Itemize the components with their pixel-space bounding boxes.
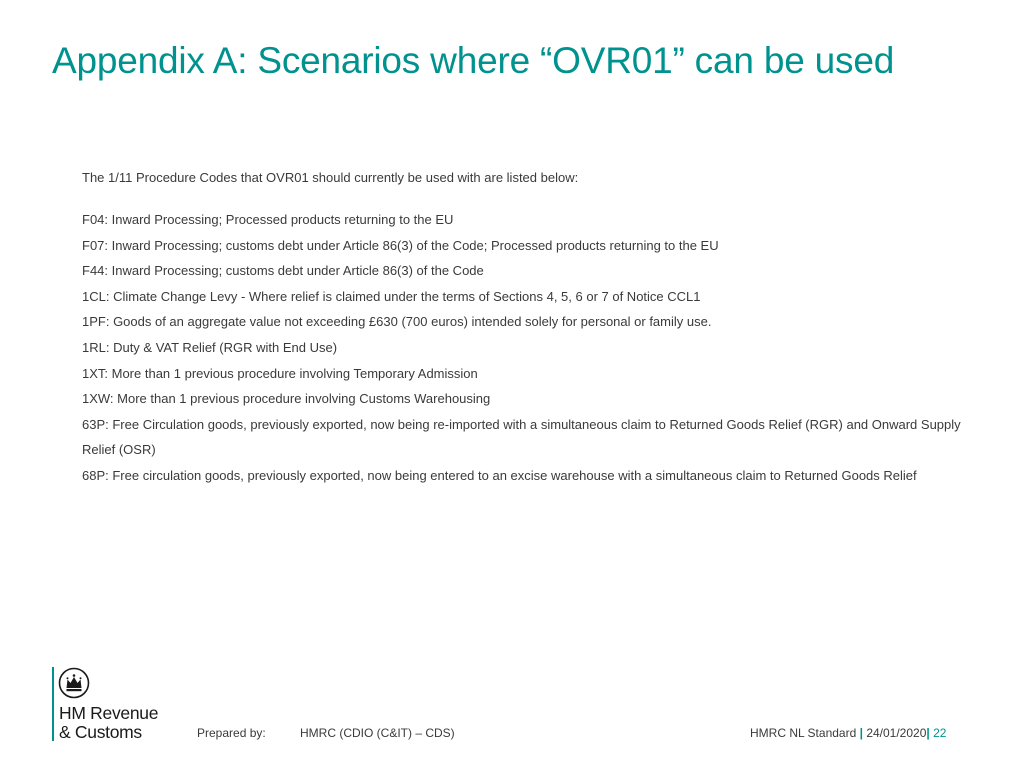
code-item: F07: Inward Processing; customs debt under Article 86(3) of the Code; Processed products returning to the EU: [82, 237, 719, 253]
content-area: [82, 168, 982, 489]
logo-divider: [52, 667, 54, 741]
intro-text: The 1/11 Procedure Codes that OVR01 should currently be used with are listed below:: [82, 170, 579, 185]
crown-crest-icon: [58, 667, 90, 699]
code-item: 68P: Free circulation goods, previously exported, now being entered to an excise warehouse with a simultaneous claim to Returned Goods Relief: [82, 467, 917, 483]
code-item: 1XT: More than 1 previous procedure involving Temporary Admission: [82, 365, 478, 381]
footer-meta: [750, 726, 946, 740]
procedure-code-list: [82, 207, 982, 489]
code-item: 63P: Free Circulation goods, previously exported, now being re-imported with a simultaneous claim to Returned Goods Relief (RGR) and Onward Supply Relief (OSR): [82, 416, 961, 458]
code-item: 1PF: Goods of an aggregate value not exceeding £630 (700 euros) intended solely for personal or family use.: [82, 314, 712, 330]
footer-prepared-value: HMRC (CDIO (C&IT) – CDS): [300, 726, 455, 740]
footer-date: 24/01/2020: [866, 726, 927, 740]
code-item: F44: Inward Processing; customs debt under Article 86(3) of the Code: [82, 263, 484, 279]
code-item: 1RL: Duty & VAT Relief (RGR with End Use): [82, 339, 338, 355]
footer-separator: |: [926, 726, 930, 740]
code-item: 1XW: More than 1 previous procedure involving Customs Warehousing: [82, 391, 491, 407]
logo-text-line2: & Customs: [59, 722, 142, 742]
footer-prepared-label: Prepared by:: [197, 726, 266, 740]
page-title: Appendix A: Scenarios where “OVR01” can be used: [52, 40, 895, 81]
hmrc-logo: [52, 667, 192, 743]
footer-separator: |: [859, 726, 863, 740]
code-item: F04: Inward Processing; Processed products returning to the EU: [82, 212, 454, 227]
page-number: 22: [933, 726, 947, 740]
code-item: 1CL: Climate Change Levy - Where relief is claimed under the terms of Sections 4, 5, 6 or 7 of Notice CCL1: [82, 288, 701, 304]
footer-standard: HMRC NL Standard: [750, 726, 857, 740]
logo-text-line1: HM Revenue: [59, 703, 159, 723]
